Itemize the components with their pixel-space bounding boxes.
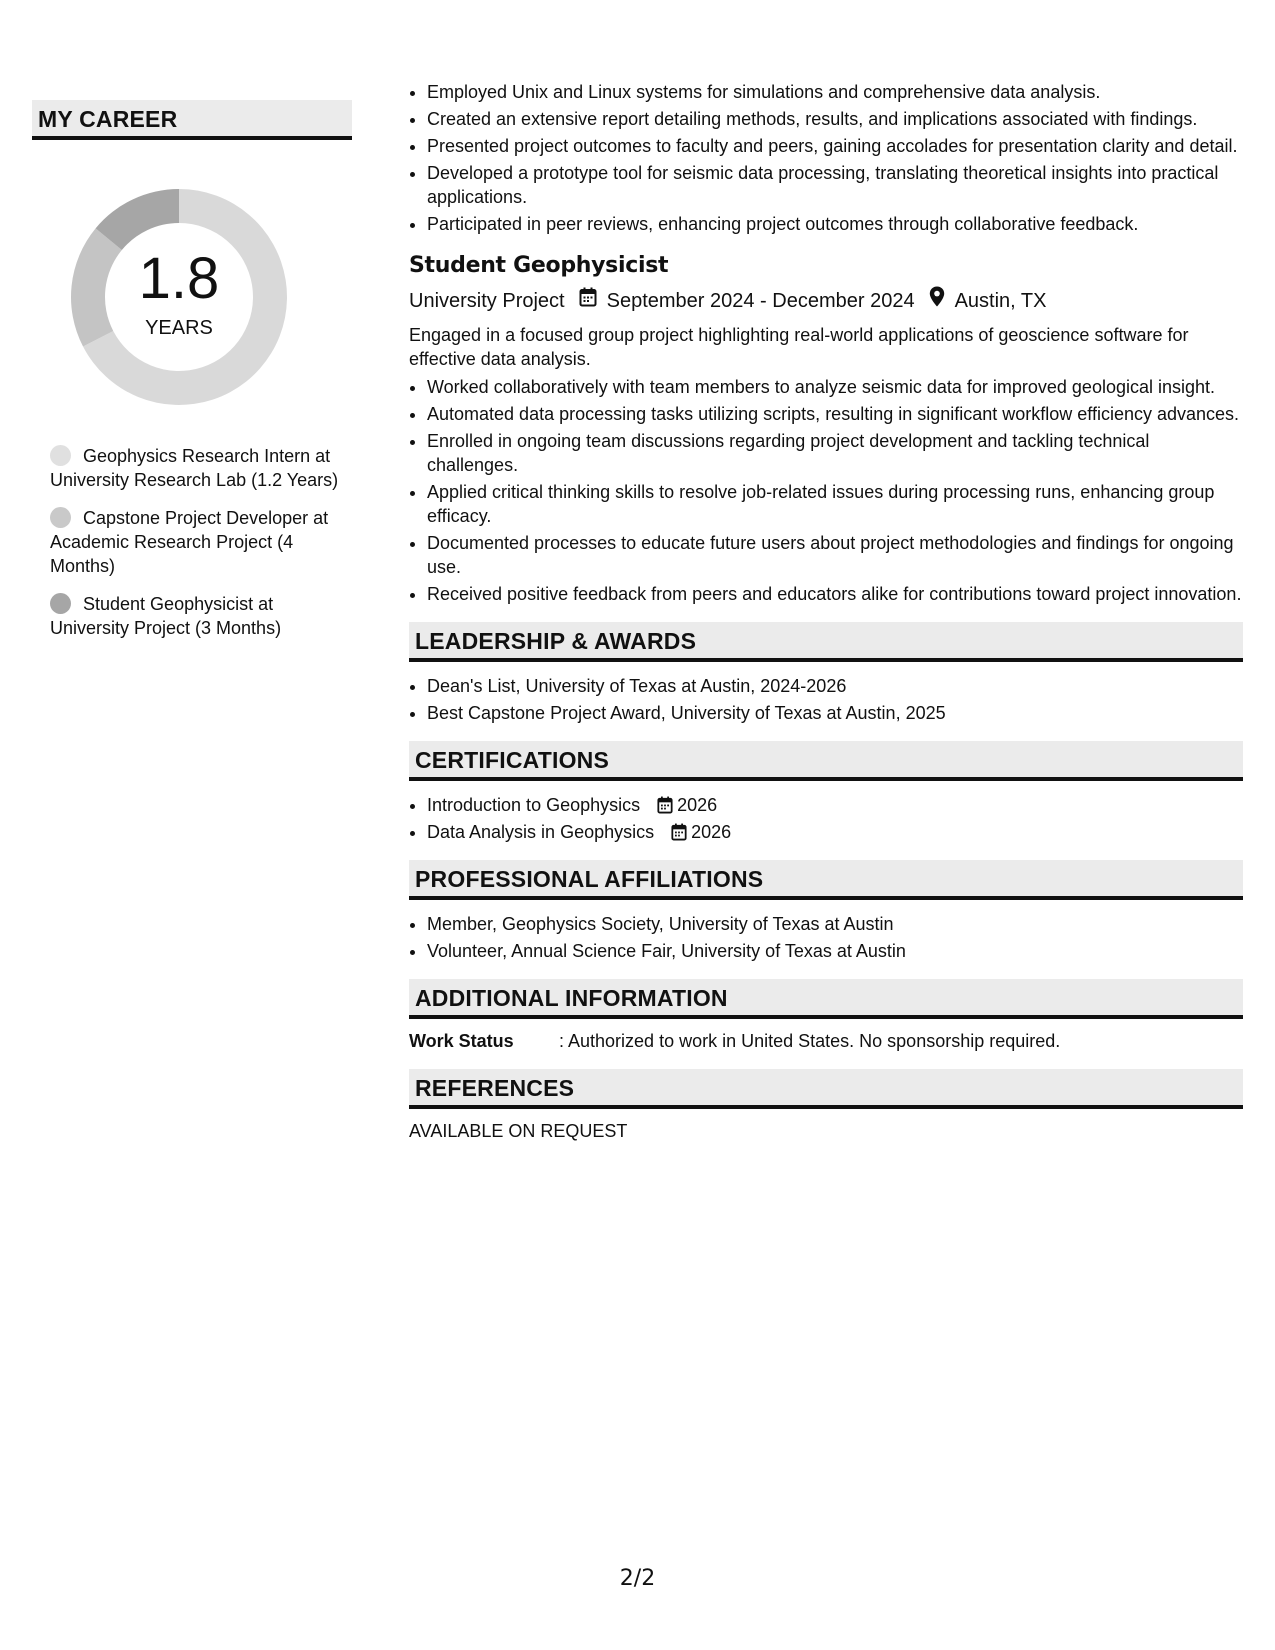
references-title: REFERENCES bbox=[409, 1069, 1243, 1109]
job-bullets bbox=[409, 375, 1243, 606]
affiliations-section bbox=[409, 860, 1243, 963]
list-item: • Applied critical thinking skills to resolve job-related issues during processing runs, enhancing group efficacy. bbox=[427, 480, 1243, 528]
legend-text: Capstone Project Developer at Academic Research Project (4 Months) bbox=[50, 508, 329, 576]
additional-info-title: ADDITIONAL INFORMATION bbox=[409, 979, 1243, 1019]
legend-dot bbox=[50, 593, 71, 614]
list-item: • Received positive feedback from peers and educators alike for contributions toward project innovation. bbox=[427, 582, 1243, 606]
previous-job-bullets bbox=[409, 80, 1243, 236]
references-section bbox=[409, 1069, 1243, 1143]
total-years-unit: YEARS bbox=[145, 317, 213, 339]
career-donut-chart bbox=[64, 182, 294, 412]
affiliations-title: PROFESSIONAL AFFILIATIONS bbox=[409, 860, 1243, 900]
list-item: • Employed Unix and Linux systems for simulations and comprehensive data analysis. bbox=[427, 80, 1243, 104]
leadership-list bbox=[409, 674, 1243, 725]
certifications-title: CERTIFICATIONS bbox=[409, 741, 1243, 781]
job-location: Austin, TX bbox=[954, 289, 1047, 312]
cert-year: 2026 bbox=[691, 822, 732, 842]
page-number: 2/2 bbox=[619, 1566, 656, 1591]
career-section-title: MY CAREER bbox=[32, 100, 352, 140]
legend-text: Geophysics Research Intern at University Research Lab (1.2 Years) bbox=[50, 446, 339, 490]
legend-item bbox=[50, 592, 340, 640]
job-title: Student Geophysicist bbox=[409, 253, 669, 278]
list-item: • Created an extensive report detailing methods, results, and implications associated with findings. bbox=[427, 107, 1243, 131]
career-legend bbox=[50, 444, 340, 640]
total-years-value: 1.8 bbox=[138, 246, 220, 311]
list-item: • Enrolled in ongoing team discussions regarding project development and tackling technical challenges. bbox=[427, 429, 1243, 477]
sidebar bbox=[32, 100, 352, 654]
calendar-icon bbox=[671, 822, 691, 842]
list-item: • Presented project outcomes to faculty and peers, gaining accolades for presentation clarity and detail. bbox=[427, 134, 1243, 158]
calendar-icon bbox=[579, 287, 597, 315]
list-item: • Volunteer, Annual Science Fair, University of Texas at Austin bbox=[427, 939, 1243, 963]
leadership-section bbox=[409, 622, 1243, 725]
list-item: • Dean's List, University of Texas at Austin, 2024-2026 bbox=[427, 674, 1243, 698]
location-pin-icon bbox=[929, 286, 945, 315]
job-dates: September 2024 - December 2024 bbox=[606, 289, 915, 312]
cert-name: Introduction to Geophysics bbox=[427, 795, 641, 815]
job-description: Engaged in a focused group project highlighting real-world applications of geoscience software for effective data analysis. bbox=[409, 325, 1189, 369]
legend-text: Student Geophysicist at University Project (3 Months) bbox=[50, 594, 282, 638]
work-status-label: Work Status bbox=[409, 1031, 514, 1051]
legend-item bbox=[50, 444, 340, 492]
cert-name: Data Analysis in Geophysics bbox=[427, 822, 655, 842]
certifications-list bbox=[409, 793, 1243, 844]
list-item bbox=[427, 820, 1243, 844]
calendar-icon bbox=[657, 795, 677, 815]
legend-item bbox=[50, 506, 340, 578]
leadership-title: LEADERSHIP & AWARDS bbox=[409, 622, 1243, 662]
list-item: • Worked collaboratively with team members to analyze seismic data for improved geological insight. bbox=[427, 375, 1243, 399]
list-item: • Best Capstone Project Award, University of Texas at Austin, 2025 bbox=[427, 701, 1243, 725]
cert-year: 2026 bbox=[677, 795, 718, 815]
work-status-value: : Authorized to work in United States. No sponsorship required. bbox=[559, 1031, 1061, 1051]
references-text: AVAILABLE ON REQUEST bbox=[409, 1121, 628, 1141]
affiliations-list bbox=[409, 912, 1243, 963]
list-item: • Documented processes to educate future users about project methodologies and findings for ongoing use. bbox=[427, 531, 1243, 579]
certifications-section bbox=[409, 741, 1243, 844]
main-content bbox=[409, 80, 1243, 1143]
additional-info-section bbox=[409, 979, 1243, 1053]
legend-dot bbox=[50, 507, 71, 528]
legend-dot bbox=[50, 445, 71, 466]
list-item bbox=[427, 793, 1243, 817]
list-item: • Member, Geophysics Society, University of Texas at Austin bbox=[427, 912, 1243, 936]
job-company: University Project bbox=[409, 289, 565, 312]
job-meta bbox=[409, 286, 1243, 315]
list-item: • Developed a prototype tool for seismic data processing, translating theoretical insights into practical applications. bbox=[427, 161, 1243, 209]
list-item: • Automated data processing tasks utilizing scripts, resulting in significant workflow efficiency advances. bbox=[427, 402, 1243, 426]
list-item: • Participated in peer reviews, enhancing project outcomes through collaborative feedback. bbox=[427, 212, 1243, 236]
